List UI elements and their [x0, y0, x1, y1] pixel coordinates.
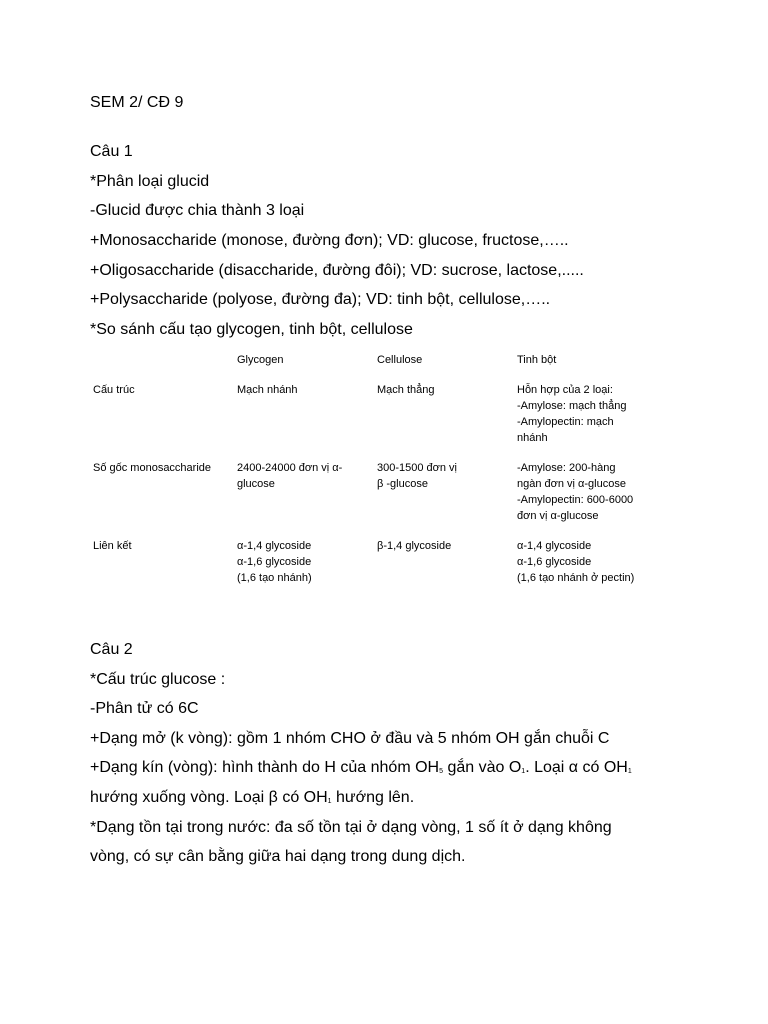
table-header-glycogen: Glycogen [237, 354, 284, 366]
table-cell [377, 460, 457, 492]
cell-line: đơn vị α-glucose [517, 510, 599, 522]
cau1-line: *Phân loại glucid [90, 173, 210, 190]
cau1-line: *So sánh cấu tạo glycogen, tinh bột, cellulose [90, 321, 413, 338]
document-title: SEM 2/ CĐ 9 [90, 94, 184, 111]
cell-line: α-1,6 glycoside [237, 556, 312, 568]
cell-line: Hỗn hợp của 2 loại: [517, 384, 613, 396]
text-run: gắn vào O [443, 759, 522, 776]
cau1-line: -Glucid được chia thành 3 loại [90, 202, 305, 219]
table-row-label: Số gốc monosaccharide [93, 462, 212, 474]
table-cell [237, 538, 312, 586]
cell-line: α-1,6 glycoside [517, 556, 592, 568]
cau2-line: vòng, có sự cân bằng giữa hai dạng trong dung dịch. [90, 848, 466, 865]
cau2-heading: Câu 2 [90, 641, 133, 658]
table-cell [237, 382, 298, 398]
cell-line: (1,6 tạo nhánh) [237, 572, 312, 584]
table-cell [517, 382, 626, 446]
cau2-line [90, 758, 632, 782]
cau2-line: -Phân tử có 6C [90, 700, 199, 717]
cau2-line: +Dạng mở (k vòng): gồm 1 nhóm CHO ở đầu và 5 nhóm OH gắn chuỗi C [90, 730, 610, 747]
cau1-heading: Câu 1 [90, 143, 133, 160]
table-row-label: Liên kết [93, 540, 132, 552]
cell-line: -Amylose: mạch thẳng [517, 400, 627, 412]
cell-line: -Amylopectin: mạch [517, 416, 614, 428]
text-run: hướng lên. [331, 789, 415, 806]
table-cell [377, 538, 451, 554]
cau2-line: *Cấu trúc glucose : [90, 671, 226, 688]
subscript: 5 [439, 768, 443, 775]
cau1-line: +Polysaccharide (polyose, đường đa); VD: tinh bột, cellulose,….. [90, 291, 551, 308]
table-cell [237, 460, 342, 492]
cau2-line: *Dạng tồn tại trong nước: đa số tồn tại ở dạng vòng, 1 số ít ở dạng không [90, 819, 612, 836]
cell-line: β-1,4 glycoside [377, 540, 452, 552]
text-run: hướng xuống vòng. Loại β có OH [90, 789, 328, 806]
table-header-tinh-bot: Tinh bột [517, 354, 557, 366]
cell-line: 2400-24000 đơn vị α- [237, 462, 343, 474]
cell-line: -Amylose: 200-hàng [517, 462, 616, 474]
cau1-line: +Monosaccharide (monose, đường đơn); VD: glucose, fructose,….. [90, 232, 569, 249]
cell-line: β -glucose [377, 478, 428, 490]
subscript: 1 [521, 768, 526, 775]
subscript: 1 [627, 768, 632, 775]
text-run: +Dạng kín (vòng): hình thành do H của nhóm OH [90, 759, 440, 776]
cell-line: nhánh [517, 432, 548, 444]
cell-line: ngàn đơn vị α-glucose [517, 478, 626, 490]
table-cell [517, 538, 634, 586]
cell-line: -Amylopectin: 600-6000 [517, 494, 634, 506]
cell-line: glucose [237, 478, 275, 490]
subscript: 1 [327, 798, 332, 805]
cell-line: α-1,4 glycoside [237, 540, 312, 552]
cau2-line [90, 788, 414, 812]
cau1-line: +Oligosaccharide (disaccharide, đường đôi); VD: sucrose, lactose,..... [90, 262, 584, 279]
cell-line: Mạch thẳng [377, 384, 435, 396]
cell-line: α-1,4 glycoside [517, 540, 592, 552]
cell-line: 300-1500 đơn vị [377, 462, 457, 474]
table-cell [517, 460, 633, 524]
cell-line: Mạch nhánh [237, 384, 298, 396]
table-header-cellulose: Cellulose [377, 354, 423, 366]
table-cell [377, 382, 434, 398]
table-row-label: Cấu trúc [93, 384, 135, 396]
text-run: . Loại α có OH [525, 759, 628, 776]
cell-line: (1,6 tạo nhánh ở pectin) [517, 572, 635, 584]
